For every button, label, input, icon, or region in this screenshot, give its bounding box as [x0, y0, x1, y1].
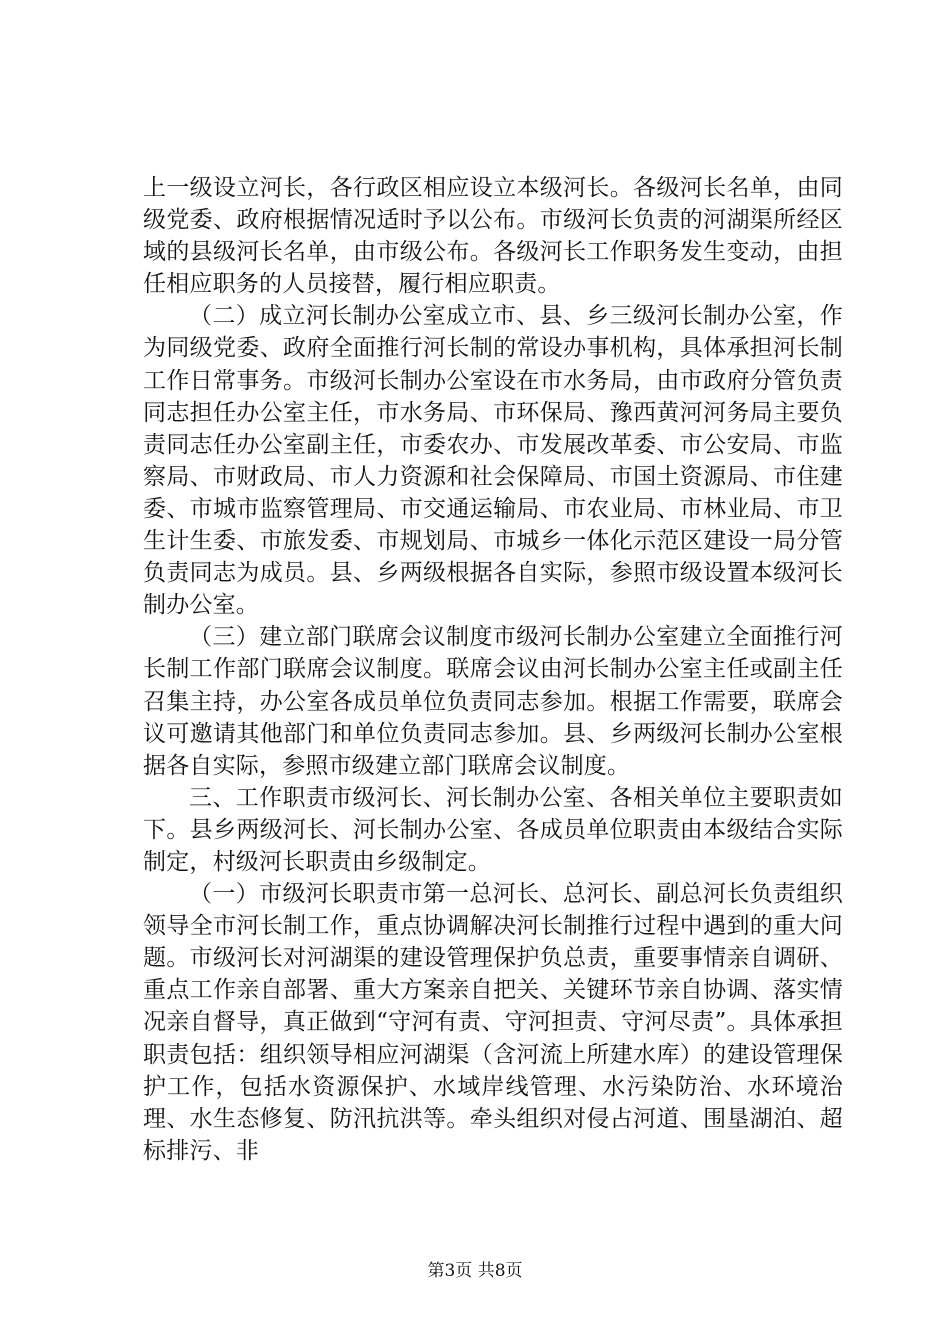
paragraph-duties-1: （一）市级河长职责市第一总河长、总河长、副总河长负责组织领导全市河长制工作，重点协调解决河长制推行过程中遇到的重大问题。市级河长对河湖渠的建设管理保护负总责，重要事情亲自调研、重点工作亲自部署、重大方案亲自把关、关键环节亲自协调、落实情况亲自督导，真正做到“守河有责、守河担责、守河尽责”。具体承担职责包括：组织领导相应河湖渠（含河流上所建水库）的建设管理保护工作，包括水资源保护、水域岸线管理、水污染防治、水环境治理、水生态修复、防汛抗洪等。牵头组织对侵占河道、围垦湖泊、超标排污、非 [143, 881, 843, 1164]
paragraph-section-2: （二）成立河长制办公室成立市、县、乡三级河长制办公室，作为同级党委、政府全面推行河长制的常设办事机构，具体承担河长制工作日常事务。市级河长制办公室设在市水务局，由市政府分管负责同志担任办公室主任，市水务局、市环保局、豫西黄河河务局主要负责同志任办公室副主任，市委农办、市发展改革委、市公安局、市监察局、市财政局、市人力资源和社会保障局、市国土资源局、市住建委、市城市监察管理局、市交通运输局、市农业局、市林业局、市卫生计生委、市旅发委、市规划局、市城乡一体化示范区建设一局分管负责同志为成员。县、乡两级根据各自实际，参照市级设置本级河长制办公室。 [143, 303, 843, 619]
paragraph-continuation: 上一级设立河长，各行政区相应设立本级河长。各级河长名单，由同级党委、政府根据情况适时予以公布。市级河长负责的河湖渠所经区域的县级河长名单，由市级公布。各级河长工作职务发生变动，由担任相应职务的人员接替，履行相应职责。 [143, 175, 843, 298]
paragraph-section-3: （三）建立部门联席会议制度市级河长制办公室建立全面推行河长制工作部门联席会议制度。联席会议由河长制办公室主任或副主任召集主持，办公室各成员单位负责同志参加。根据工作需要，联席会议可邀请其他部门和单位负责同志参加。县、乡两级河长制办公室根据各自实际，参照市级建立部门联席会议制度。 [143, 624, 843, 779]
document-body [143, 172, 843, 1167]
page-footer: 第3页 共8页 [427, 1261, 523, 1281]
paragraph-heading-duties: 三、工作职责市级河长、河长制办公室、各相关单位主要职责如下。县乡两级河长、河长制办公室、各成员单位职责由本级结合实际制定，村级河长职责由乡级制定。 [143, 784, 843, 875]
